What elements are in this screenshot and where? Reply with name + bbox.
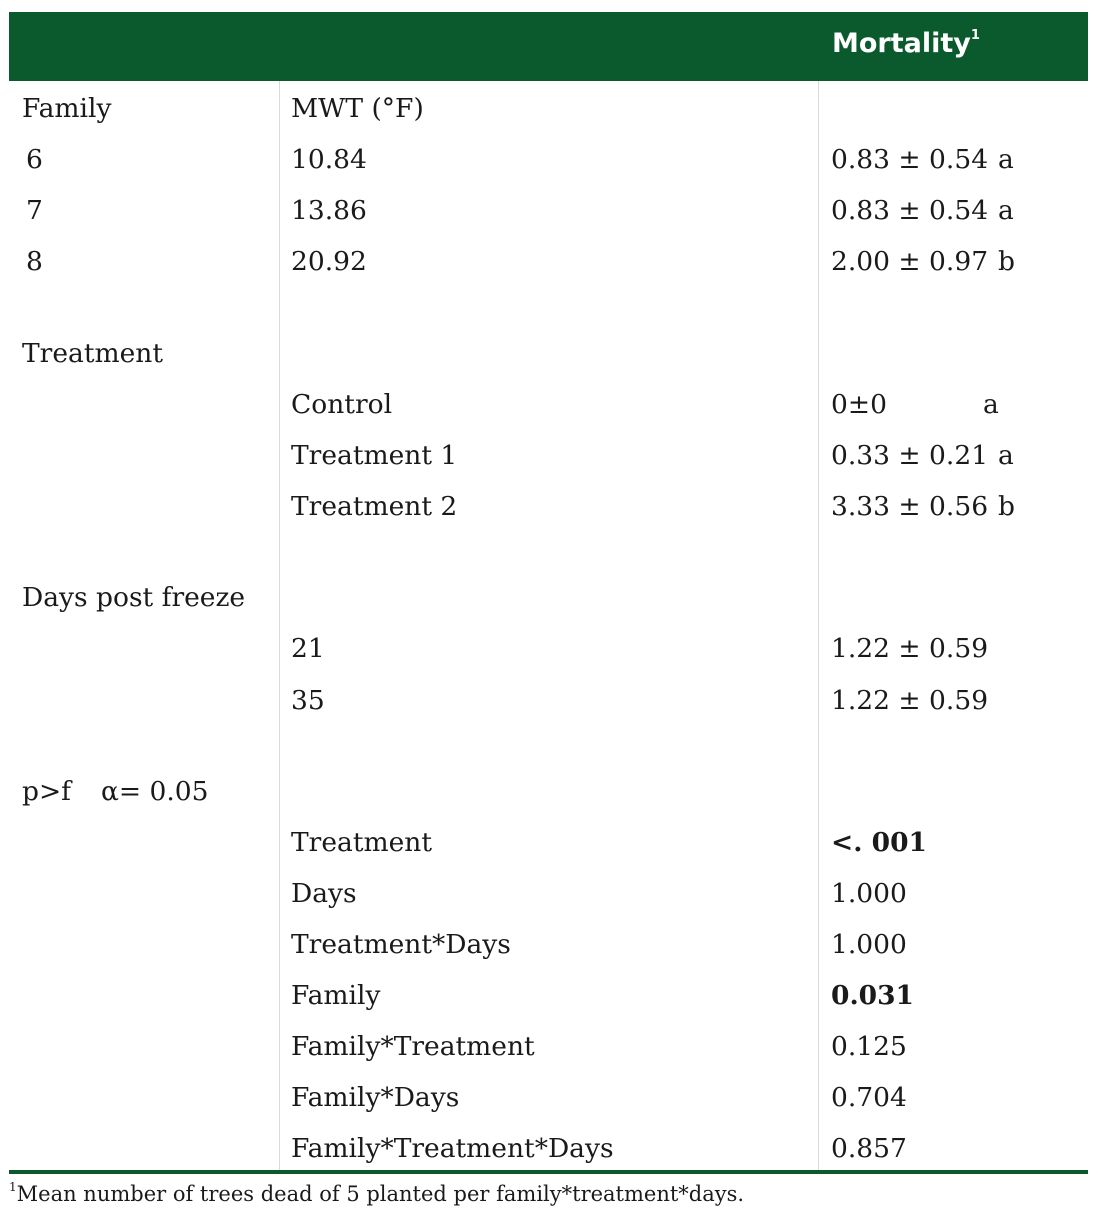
column-divider [279, 81, 280, 1171]
effect-name: Treatment*Days [291, 929, 511, 960]
mortality-value: 1.22 ± 0.59 [831, 633, 989, 664]
family-id: 6 [26, 144, 43, 175]
treatment-name: Treatment 1 [291, 440, 458, 471]
mortality-value: 0.83 ± 0.54 [831, 195, 989, 226]
mortality-value: 0.33 ± 0.21 [831, 440, 989, 471]
section-label-treatment: Treatment [22, 338, 164, 369]
significance-letter: b [998, 246, 1015, 277]
effect-name: Family*Treatment*Days [291, 1133, 614, 1164]
mwt-value: 10.84 [291, 144, 367, 175]
days-value: 21 [291, 633, 325, 664]
mwt-value: 20.92 [291, 246, 367, 277]
effect-name: Family*Treatment [291, 1031, 535, 1062]
treatment-name: Control [291, 389, 393, 420]
days-value: 35 [291, 685, 325, 716]
mwt-value: 13.86 [291, 195, 367, 226]
family-id: 7 [26, 195, 43, 226]
column-divider [818, 81, 819, 1171]
mortality-value: 2.00 ± 0.97 [831, 246, 989, 277]
section-label-days: Days post freeze [22, 582, 246, 613]
mortality-value: 3.33 ± 0.56 [831, 491, 989, 522]
p-value: 0.857 [831, 1133, 907, 1164]
table-bottom-rule [9, 1170, 1088, 1174]
mwt-column-header: MWT (°F) [291, 93, 424, 124]
header-title-text: Mortality [832, 28, 971, 59]
section-label-pf: p>f [22, 776, 71, 807]
significance-letter: a [998, 440, 1014, 471]
significance-letter: a [983, 389, 999, 420]
footnote-text: Mean number of trees dead of 5 planted per family*treatment*days. [16, 1182, 745, 1206]
p-value: <. 001 [831, 827, 927, 858]
effect-name: Family [291, 980, 381, 1011]
mortality-value: 0.83 ± 0.54 [831, 144, 989, 175]
section-label-family: Family [22, 93, 112, 124]
p-value: 0.031 [831, 980, 914, 1011]
footnote-marker: 1 [9, 1180, 17, 1194]
alpha-label: α= 0.05 [101, 776, 209, 807]
p-value: 0.125 [831, 1031, 907, 1062]
treatment-name: Treatment 2 [291, 491, 458, 522]
effect-name: Treatment [291, 827, 433, 858]
family-id: 8 [26, 246, 43, 277]
significance-letter: a [998, 144, 1014, 175]
mortality-value: 0±0 [831, 389, 887, 420]
significance-letter: a [998, 195, 1014, 226]
header-footnote-marker: 1 [970, 28, 980, 43]
p-value: 1.000 [831, 878, 907, 909]
significance-letter: b [998, 491, 1015, 522]
table-footnote [9, 1180, 745, 1206]
mortality-column-header [832, 30, 980, 57]
p-value: 1.000 [831, 929, 907, 960]
mortality-value: 1.22 ± 0.59 [831, 685, 989, 716]
p-value: 0.704 [831, 1082, 907, 1113]
effect-name: Family*Days [291, 1082, 460, 1113]
effect-name: Days [291, 878, 357, 909]
